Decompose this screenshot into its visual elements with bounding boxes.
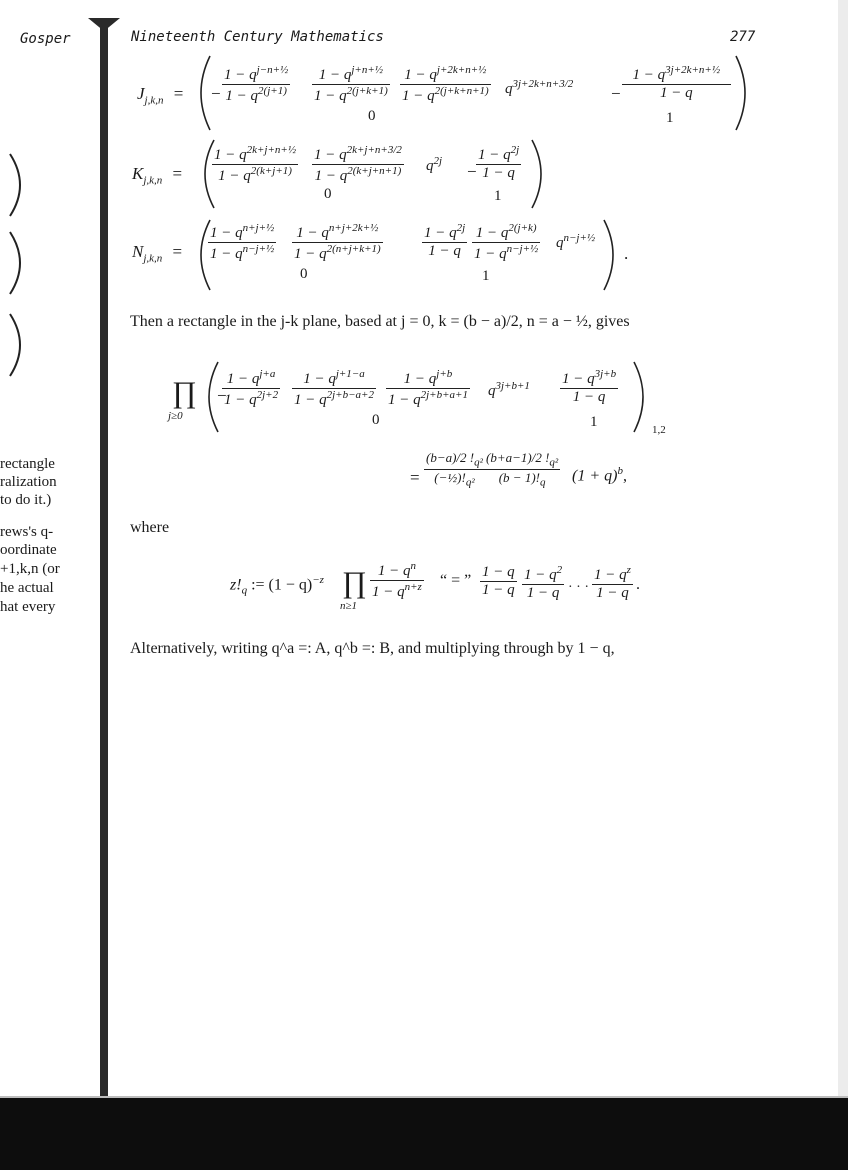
n-frac-3: $\frac{1 - q^{2j}}{1 - q}$ [424, 222, 466, 259]
n-matrix-lhs: $N_{j,k,n}$ = [132, 242, 183, 265]
product-subscript: j≥0 [168, 410, 183, 422]
product-minus: − [216, 386, 228, 405]
product-index: 1,2 [652, 424, 666, 436]
margin-line: to do it.) [0, 492, 52, 508]
j-frac-3: $\frac{1 - q^{j+2k+n+\frac{1}{2}}}{1 - q^{2(j+k+n+1)}}$ [402, 64, 489, 104]
n-power: $q^{n-j+\frac{1}{2}}$ [556, 232, 596, 251]
n-frac-4: $\frac{1 - q^{2(j+k)}}{1 - q^{n-j+\frac{1}{2}}}$ [474, 222, 539, 262]
j-right-minus: − [610, 84, 622, 103]
margin-line: he actual [0, 580, 54, 596]
margin-paren [4, 228, 34, 298]
j-right-paren [732, 54, 754, 132]
factorial-quote-equals: “ = ” [440, 572, 472, 589]
margin-line: oordinate [0, 542, 57, 558]
where-label: where [130, 519, 170, 536]
product-frac-3: $\frac{1 - q^{j+b}}{1 - q^{2j+b+a+1}}$ [388, 368, 468, 408]
book-spine-top [88, 18, 120, 28]
result-frac-2: $\frac{(b+a-1)/2 !_{q^2}}{(b - 1)!_q}$ [486, 450, 559, 489]
factorial-product-symbol: ∏ [342, 566, 367, 599]
result-tail: $(1 + q)^b$, [572, 465, 627, 485]
n-entry-br: 1 [482, 268, 490, 284]
n-right-paren [600, 218, 622, 292]
result-equals: = [410, 468, 420, 487]
alternatively-sentence: Alternatively, writing q^a =: A, q^b =: B, and multiplying through by 1 − q, [130, 640, 615, 657]
margin-line: rews's q- [0, 524, 54, 540]
rectangle-sentence: Then a rectangle in the j-k plane, based at j = 0, k = (b − a)/2, n = a − ½, gives [130, 313, 630, 330]
n-frac-2: $\frac{1 - q^{n+j+2k+\frac{1}{2}}}{1 - q^{2(n+j+k+1)}}$ [294, 222, 381, 262]
n-entry-bl: 0 [300, 266, 308, 282]
k-right-minus: − [466, 162, 478, 181]
factorial-frac-a: $\frac{1 - q}{1 - q}$ [482, 564, 515, 598]
factorial-period: . [636, 576, 640, 593]
product-power: $q^{3j+b+1}$ [488, 380, 530, 399]
k-entry-br: 1 [494, 188, 502, 204]
margin-line: ralization [0, 474, 57, 490]
k-right-paren [528, 138, 550, 210]
k-frac-2: $\frac{1 - q^{2k+j+n+3/2}}{1 - q^{2(k+j+n+1)}}$ [314, 144, 402, 184]
n-frac-1: $\frac{1 - q^{n+j+\frac{1}{2}}}{1 - q^{n-j+\frac{1}{2}}}$ [210, 222, 275, 262]
factorial-product-subscript: n≥1 [340, 600, 358, 612]
factorial-dots: · · · [568, 580, 589, 595]
book-spine [100, 18, 108, 1098]
factorial-lhs: $z!_q$ := $(1 - q)^{-z}$ [230, 574, 324, 597]
j-entry-br: 1 [666, 110, 674, 126]
j-power: $q^{3j+2k+n+3/2}$ [505, 78, 574, 97]
product-symbol: ∏ [172, 376, 197, 409]
k-frac-1: $\frac{1 - q^{2k+j+n+\frac{1}{2}}}{1 - q^{2(k+j+1)}}$ [214, 144, 297, 184]
margin-line: +1,k,n (or [0, 561, 60, 577]
k-entry-bl: 0 [324, 186, 332, 202]
factorial-frac: $\frac{1 - q^n}{1 - q^{n+z}}$ [372, 560, 422, 600]
scan-bottom-band [0, 1098, 848, 1170]
running-head-left: Gosper [20, 31, 71, 47]
factorial-frac-b: $\frac{1 - q^2}{1 - q}$ [524, 564, 563, 601]
j-minus: − [210, 84, 222, 103]
margin-line: rectangle [0, 456, 55, 472]
margin-line: hat every [0, 599, 56, 615]
k-matrix-lhs: $K_{j,k,n}$ = [132, 164, 183, 187]
page-right-edge [838, 0, 848, 1098]
product-entry-br: 1 [590, 414, 598, 430]
margin-paren [4, 150, 34, 220]
j-frac-1: $\frac{1 - q^{j-n+\frac{1}{2}}}{1 - q^{2(j+1)}}$ [224, 64, 289, 104]
product-entry-bl: 0 [372, 412, 380, 428]
factorial-frac-c: $\frac{1 - q^z}{1 - q}$ [594, 564, 631, 601]
n-period: . [624, 244, 629, 263]
margin-paren [4, 310, 34, 380]
product-frac-right: $\frac{1 - q^{3j+b}}{1 - q}$ [562, 368, 617, 405]
product-frac-1: $\frac{1 - q^{j+a}}{1 - q^{2j+2}}$ [224, 368, 279, 408]
j-frac-2: $\frac{1 - q^{j+n+\frac{1}{2}}}{1 - q^{2(j+k+1)}}$ [314, 64, 388, 104]
k-power: $q^{2j}$ [426, 155, 443, 174]
product-right-paren [630, 360, 652, 434]
running-title: Nineteenth Century Mathematics [131, 29, 384, 45]
product-frac-2: $\frac{1 - q^{j+1-a}}{1 - q^{2j+b-a+2}}$ [294, 368, 374, 408]
j-matrix-lhs: $J_{j,k,n}$ = [137, 84, 184, 107]
k-frac-right: $\frac{1 - q^{2j}}{1 - q}$ [478, 144, 520, 181]
result-frac-1: $\frac{(b-a)/2 !_{q^2}}{(-\frac{1}{2})!_{q^2}}$ [426, 450, 483, 489]
j-frac-right: $\frac{1 - q^{3j+2k+n+\frac{1}{2}}}{1 - q}$ [622, 64, 731, 102]
page-number: 277 [730, 29, 756, 45]
j-entry-bl: 0 [368, 108, 376, 124]
